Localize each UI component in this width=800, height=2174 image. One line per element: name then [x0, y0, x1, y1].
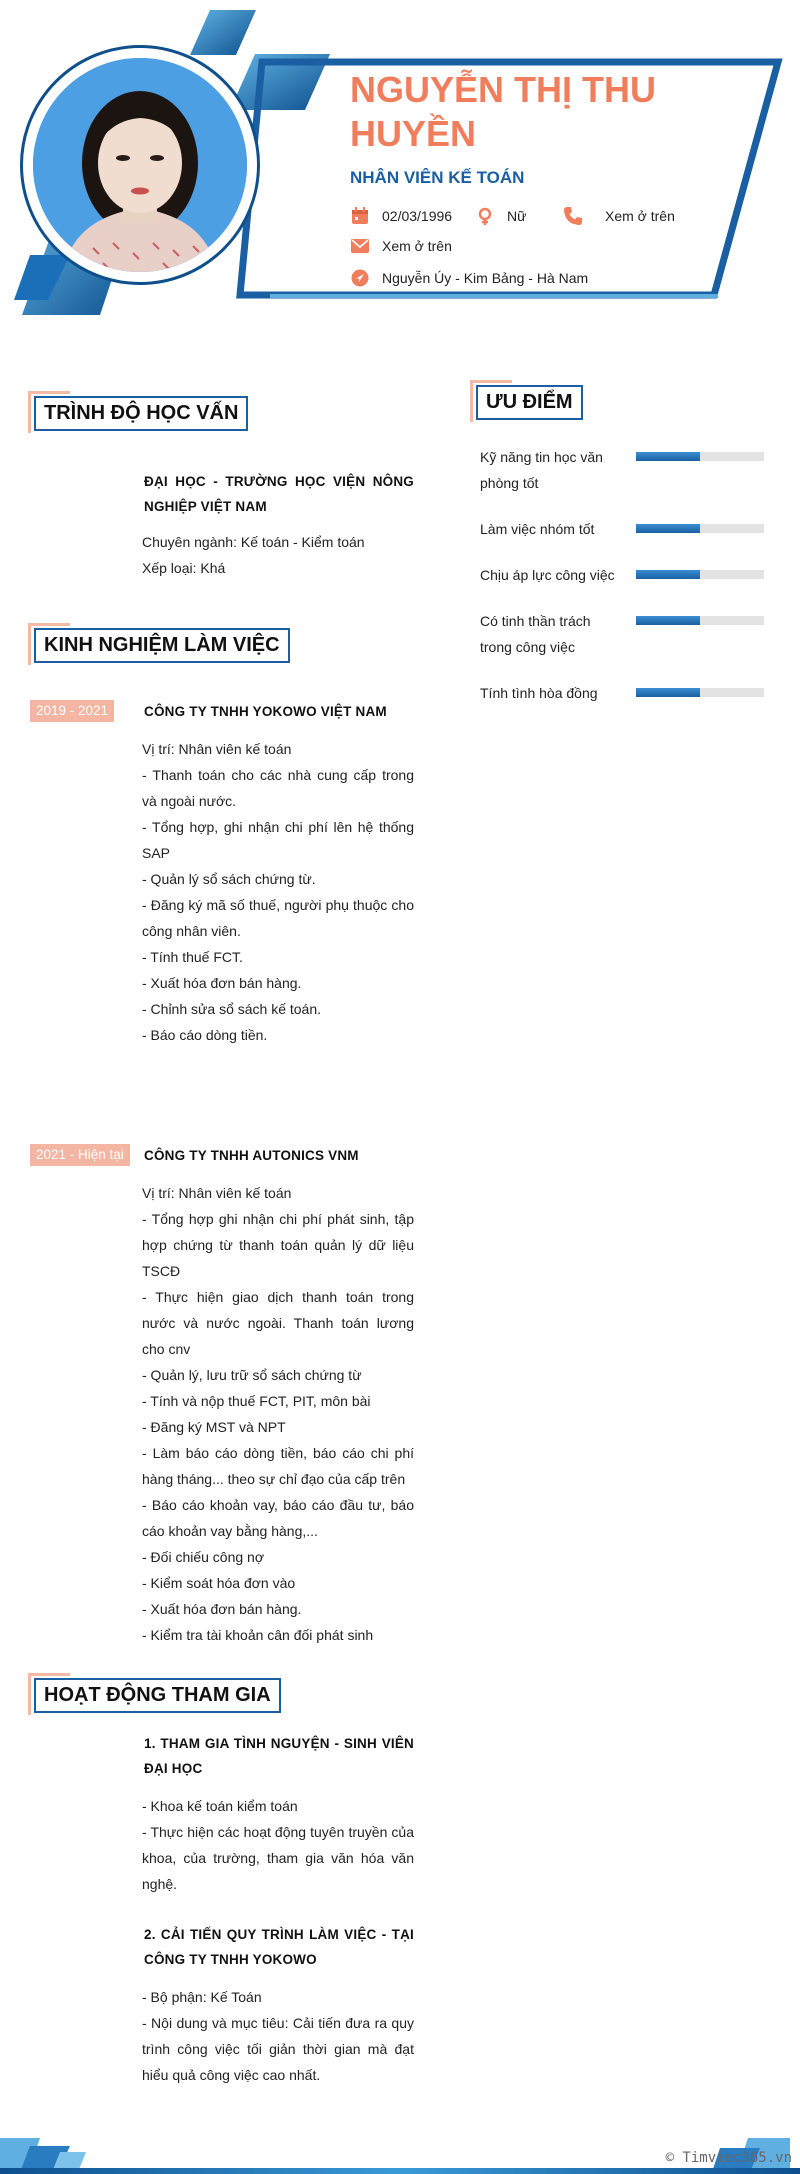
phone-icon [563, 206, 583, 226]
job-line: - Báo cáo dòng tiền. [142, 1027, 268, 1043]
education-major: Chuyên ngành: Kế toán - Kiểm toán [142, 534, 365, 550]
job-line: Vị trí: Nhân viên kế toán [142, 1185, 292, 1201]
job-line: - Thực hiện giao dịch thanh toán trong nước và nước ngoài. Thanh toán lương cho cnv [142, 1289, 414, 1357]
email-row [350, 236, 452, 256]
job-line: - Thanh toán cho các nhà cung cấp trong và ngoài nước. [142, 767, 414, 809]
skill-name: Tính tình hòa đồng [480, 685, 598, 701]
skill-bar [636, 688, 764, 697]
experience-heading [34, 628, 290, 663]
job-years-badge: 2019 - 2021 [30, 700, 114, 722]
skill-name: Có tinh thần trách trong công việc [480, 613, 591, 655]
email-icon [350, 236, 370, 256]
skill-bar-fill [636, 524, 700, 533]
avatar-frame [20, 45, 260, 285]
job-line: - Kiểm soát hóa đơn vào [142, 1575, 296, 1591]
job-line: - Tổng hợp, ghi nhận chi phí lên hệ thống SAP [142, 819, 414, 861]
strengths-heading [476, 385, 583, 420]
job-line: - Đối chiếu công nợ [142, 1549, 265, 1565]
job-line: - Chỉnh sửa sổ sách kế toán. [142, 1001, 322, 1017]
job-2-details [142, 1180, 414, 1648]
job-line: - Đăng ký mã số thuế, người phụ thuộc cho công nhân viên. [142, 897, 414, 939]
strengths-heading-text: ƯU ĐIỂM [476, 385, 583, 420]
calendar-icon [350, 206, 370, 226]
education-grade: Xếp loại: Khá [142, 560, 226, 576]
skill-bar-fill [636, 452, 700, 461]
watermark: © Timviec365.vn [665, 2150, 792, 2166]
education-heading [34, 396, 248, 431]
education-heading-text: TRÌNH ĐỘ HỌC VẤN [34, 396, 248, 431]
activity-title: 2. CẢI TIẾN QUY TRÌNH LÀM VIỆC - TẠI CÔNG TY TNHH YOKOWO [144, 1927, 414, 1967]
email-value: Xem ở trên [382, 238, 452, 254]
dob-value: 02/03/1996 [382, 208, 453, 224]
activity-line: - Khoa kế toán kiểm toán [142, 1798, 298, 1814]
skill-bar-fill [636, 570, 700, 579]
skill-name: Kỹ năng tin học văn phòng tốt [480, 449, 603, 491]
phone-value: Xem ở trên [605, 208, 675, 224]
education-details [142, 529, 414, 581]
job-years-badge: 2021 - Hiện tại [30, 1144, 130, 1166]
skill-bar-fill [636, 616, 700, 625]
skill-bar-fill [636, 688, 700, 697]
job-line: - Tính và nộp thuế FCT, PIT, môn bài [142, 1393, 371, 1409]
activity-line: - Thực hiện các hoạt động tuyên truyền của khoa, của trường, tham gia văn hóa văn nghệ. [142, 1824, 414, 1892]
address-value: Nguyễn Úy - Kim Bảng - Hà Nam [382, 270, 589, 286]
job-line: - Xuất hóa đơn bán hàng. [142, 975, 302, 991]
address-row [350, 268, 588, 288]
job-line: - Tính thuế FCT. [142, 949, 243, 965]
job-company: CÔNG TY TNHH YOKOWO VIỆT NAM [144, 704, 387, 719]
activities-heading-text: HOẠT ĐỘNG THAM GIA [34, 1678, 281, 1713]
dob-row [350, 206, 452, 226]
activity-1-details [142, 1793, 414, 1897]
activity-line: - Bộ phận: Kế Toán [142, 1989, 262, 2005]
activities-heading [34, 1678, 281, 1713]
job-line: - Báo cáo khoản vay, báo cáo đầu tư, báo cáo khoản vay bằng hàng,... [142, 1497, 414, 1539]
job-line: Vị trí: Nhân viên kế toán [142, 741, 292, 757]
cv-header [0, 0, 800, 320]
phone-row [563, 206, 675, 226]
education-school: ĐẠI HỌC - TRƯỜNG HỌC VIỆN NÔNG NGHIỆP VIỆT NAM [144, 474, 414, 514]
job-line: - Đăng ký MST và NPT [142, 1419, 286, 1435]
activity-2-details [142, 1984, 414, 2088]
job-line: - Tổng hợp ghi nhận chi phí phát sinh, tập hợp chứng từ thanh toán quản lý dữ liệu TSCĐ [142, 1211, 414, 1279]
job-1-details [142, 736, 414, 1048]
skill-bar [636, 524, 764, 533]
skill-bar [636, 616, 764, 625]
skill-bar [636, 452, 764, 461]
candidate-name: NGUYỄN THỊ THU HUYỀN [350, 69, 656, 154]
skill-bar [636, 570, 764, 579]
gender-row [475, 206, 526, 226]
job-title: NHÂN VIÊN KẾ TOÁN [350, 168, 525, 187]
job-company: CÔNG TY TNHH AUTONICS VNM [144, 1148, 359, 1163]
job-line: - Kiểm tra tài khoản cân đối phát sinh [142, 1627, 374, 1643]
gender-icon [475, 206, 495, 226]
skill-name: Làm việc nhóm tốt [480, 521, 595, 537]
job-line: - Làm báo cáo dòng tiền, báo cáo chi phí hàng tháng... theo sự chỉ đạo của cấp trên [142, 1445, 414, 1487]
location-icon [350, 268, 370, 288]
gender-value: Nữ [507, 208, 527, 224]
activity-title: 1. THAM GIA TÌNH NGUYỆN - SINH VIÊN ĐẠI HỌC [144, 1736, 414, 1776]
avatar-photo [33, 58, 247, 272]
job-line: - Quản lý, lưu trữ sổ sách chứng từ [142, 1367, 362, 1383]
job-line: - Xuất hóa đơn bán hàng. [142, 1601, 302, 1617]
skill-name: Chịu áp lực công việc [480, 567, 615, 583]
activity-line: - Nội dung và mục tiêu: Cải tiến đưa ra quy trình công việc tối giản thời gian mà đạt hiểu quả công việc cao nhất. [142, 2015, 414, 2083]
experience-heading-text: KINH NGHIỆM LÀM VIỆC [34, 628, 290, 663]
job-line: - Quản lý sổ sách chứng từ. [142, 871, 316, 887]
